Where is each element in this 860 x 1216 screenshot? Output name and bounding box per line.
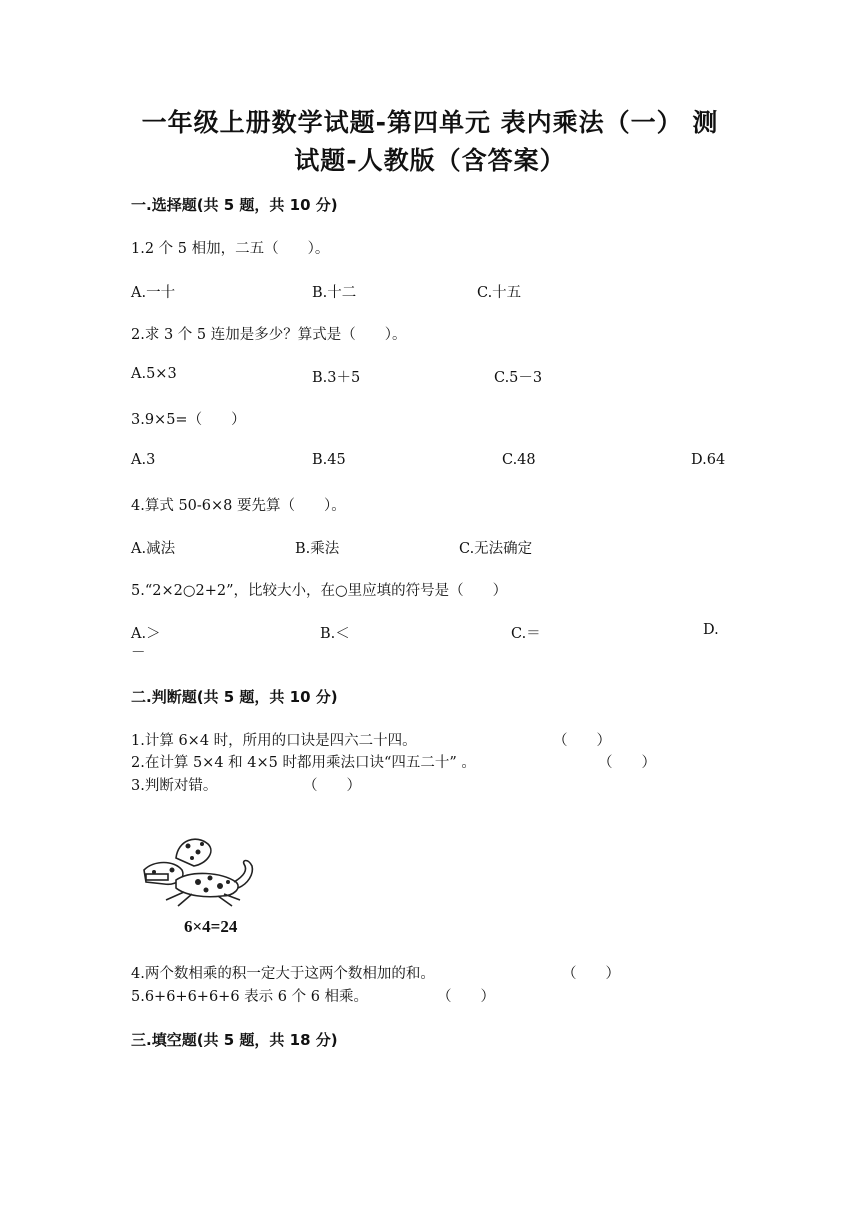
judge-3-answer-paren: （ ）	[303, 778, 361, 794]
judge-2-answer-paren: （ ）	[598, 755, 656, 771]
judge-question-5: 5.6+6+6+6+6 表示 6 个 6 相乘。	[131, 989, 369, 1005]
choice-2-option-c: C.5－3	[494, 370, 543, 386]
section-heading-choice: 一.选择题(共 5 题，共 10 分)	[131, 196, 338, 214]
dog-front-leg-2	[178, 894, 192, 906]
choice-3-option-d: D.64	[691, 452, 726, 468]
choice-question-3: 3.9×5=（ ）	[131, 412, 246, 428]
title-line-2: 试题-人教版（含答案）	[294, 146, 566, 175]
dog-back-leg	[224, 894, 240, 900]
judge-1-answer-paren: （ ）	[553, 733, 611, 749]
judge-question-1: 1.计算 6×4 时，所用的口诀是四六二十四。	[131, 733, 417, 749]
choice-5-option-d: D.	[703, 622, 719, 638]
figure-caption: 6×4=24	[184, 917, 238, 936]
section-heading-judge: 二.判断题(共 5 题，共 10 分)	[131, 688, 338, 706]
choice-question-5: 5.“2×2○2+2”，比较大小，在○里应填的符号是（ ）	[131, 583, 508, 599]
title-line-1: 一年级上册数学试题-第四单元 表内乘法（一） 测	[141, 108, 719, 137]
choice-question-1: 1.2 个 5 相加，二五（ ）。	[131, 241, 330, 257]
judge-question-2: 2.在计算 5×4 和 4×5 时都用乘法口诀“四五二十” 。	[131, 755, 476, 771]
judge-4-answer-paren: （ ）	[562, 966, 620, 982]
dog-back-leg-2	[218, 896, 232, 906]
choice-5-option-c: C.＝	[511, 626, 541, 642]
choice-4-option-a: A.减法	[131, 541, 176, 557]
choice-5-option-d-text: －	[131, 645, 146, 661]
judge-5-answer-paren: （ ）	[437, 989, 495, 1005]
choice-question-4: 4.算式 50-6×8 要先算（ ）。	[131, 498, 346, 514]
choice-3-option-b: B.45	[312, 452, 346, 468]
choice-2-option-a: A.5×3	[131, 366, 177, 382]
choice-5-option-b: B.＜	[320, 626, 350, 642]
choice-2-option-b: B.3＋5	[312, 370, 361, 386]
choice-5-option-a: A.＞	[131, 626, 161, 642]
section-heading-fill: 三.填空题(共 5 题，共 18 分)	[131, 1031, 338, 1049]
dog-front-leg	[166, 892, 184, 900]
choice-3-option-c: C.48	[502, 452, 536, 468]
page-title	[100, 104, 760, 180]
dog-body	[176, 873, 238, 896]
choice-3-option-a: A.3	[131, 452, 156, 468]
choice-1-option-b: B.十二	[312, 285, 357, 301]
choice-4-option-b: B.乘法	[295, 541, 340, 557]
choice-1-option-c: C.十五	[477, 285, 522, 301]
running-dog-figure	[136, 830, 266, 940]
judge-question-4: 4.两个数相乘的积一定大于这两个数相加的和。	[131, 966, 435, 982]
choice-1-option-a: A.一十	[131, 285, 176, 301]
choice-question-2: 2.求 3 个 5 连加是多少？算式是（ ）。	[131, 327, 407, 343]
dog-tongue	[146, 874, 168, 880]
dog-ear	[176, 839, 211, 866]
judge-question-3: 3.判断对错。	[131, 778, 218, 794]
choice-4-option-c: C.无法确定	[459, 541, 533, 557]
